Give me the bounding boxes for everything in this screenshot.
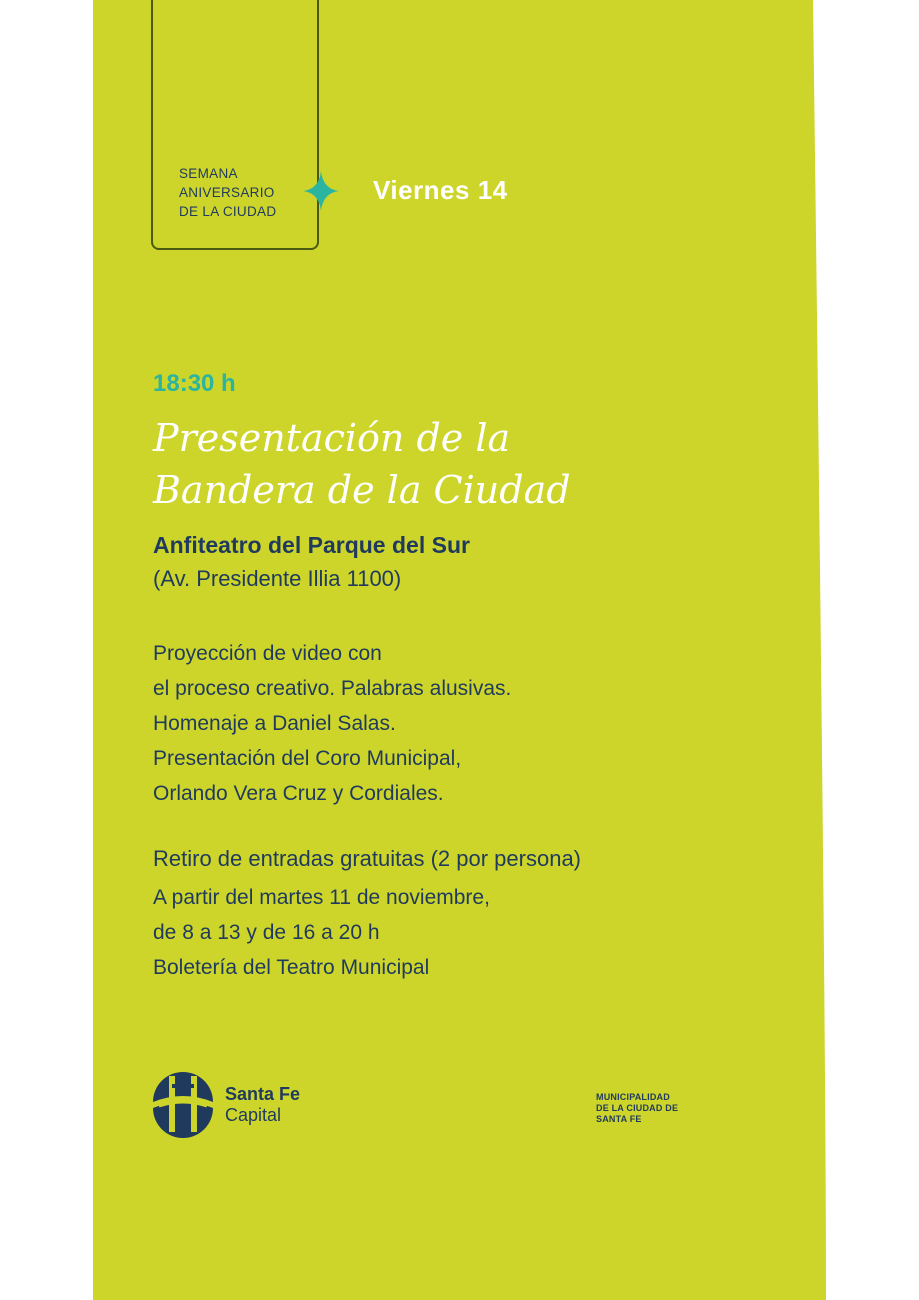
tickets-line: de 8 a 13 y de 16 a 20 h [153,921,380,944]
tickets-info [153,880,490,985]
event-title [153,412,571,516]
tickets-title: Retiro de entradas gratuitas (2 por persona) [153,846,582,871]
event-venue: Anfiteatro del Parque del Sur [153,532,470,558]
municipality-label [596,1092,678,1125]
event-week-label [179,164,276,221]
tickets-line: A partir del martes 11 de noviembre, [153,886,490,909]
event-poster [93,0,919,1300]
description-line: Homenaje a Daniel Salas. [153,712,396,735]
event-title-line: Bandera de la Ciudad [153,468,571,512]
event-time: 18:30 h [153,370,236,397]
event-title-line: Presentación de la [153,416,511,460]
description-line: Proyección de video con [153,642,382,665]
description-line: el proceso creativo. Palabras alusivas. [153,677,512,700]
event-day: Viernes 14 [373,175,508,205]
municipality-line: SANTA FE [596,1114,642,1124]
logo-line: Santa Fe [225,1084,301,1104]
sparkle-icon [303,171,339,211]
event-week-line: DE LA CIUDAD [179,204,277,219]
event-address: (Av. Presidente Illia 1100) [153,566,402,591]
event-week-line: ANIVERSARIO [179,185,275,200]
description-line: Presentación del Coro Municipal, [153,747,462,770]
municipality-line: MUNICIPALIDAD [596,1092,670,1102]
event-week-line: SEMANA [179,166,238,181]
municipality-line: DE LA CIUDAD DE [596,1103,679,1113]
logo-line: Capital [225,1105,282,1125]
bridge-logo-icon [149,1068,217,1138]
tickets-line: Boletería del Teatro Municipal [153,956,430,979]
event-description [153,636,511,811]
city-logo-text [225,1084,300,1126]
description-line: Orlando Vera Cruz y Cordiales. [153,782,444,805]
